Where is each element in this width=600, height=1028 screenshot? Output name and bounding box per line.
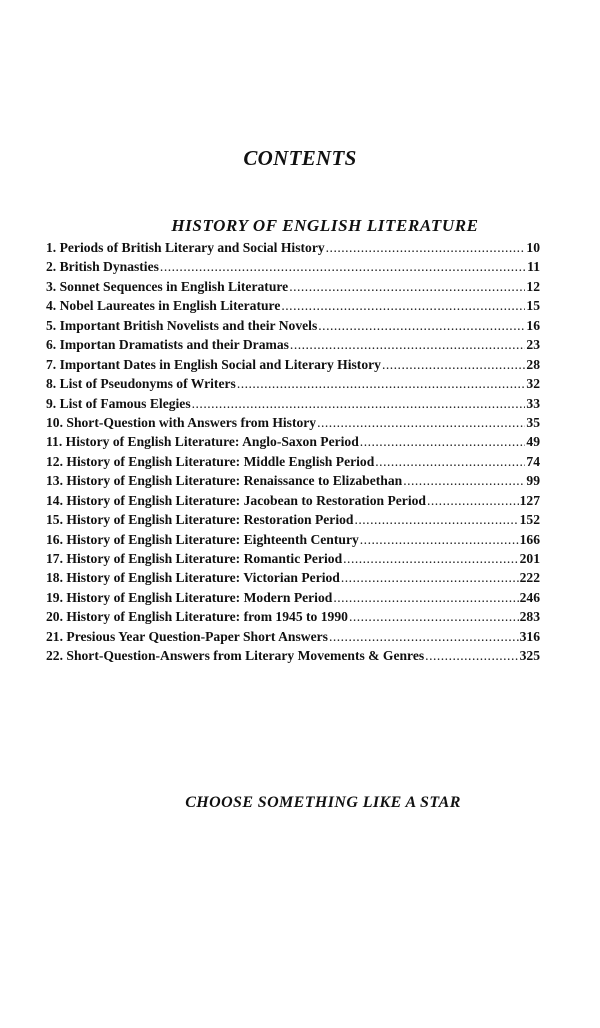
dot-leader <box>281 296 525 315</box>
toc-entry-title: 16. History of English Literature: Eighteenth Century <box>46 531 359 547</box>
toc-entry-11 <box>46 432 540 451</box>
dot-leader <box>290 335 525 354</box>
dot-leader <box>160 257 526 276</box>
toc-entry-page: 152 <box>519 512 540 528</box>
toc-entry-title: 15. History of English Literature: Restoration Period <box>46 512 354 528</box>
dot-leader <box>289 277 525 296</box>
toc-entry-3 <box>46 277 540 296</box>
toc-entry-17 <box>46 549 540 568</box>
section-heading: HISTORY OF ENGLISH LITERATURE <box>171 216 479 235</box>
toc-entry-8 <box>46 374 540 393</box>
toc-entry-page: 316 <box>519 628 540 644</box>
toc-entry-title: 11. History of English Literature: Anglo-Saxon Period <box>46 434 359 450</box>
dot-leader <box>333 588 518 607</box>
dot-leader <box>341 568 519 587</box>
toc-entry-page: 10 <box>526 240 540 255</box>
toc-entry-title: 5. Important British Novelists and their Novels <box>46 317 318 333</box>
toc-entry-22 <box>46 646 540 665</box>
toc-entry-page: 201 <box>519 551 540 566</box>
toc-entry-page: 16 <box>526 317 540 333</box>
toc-entry-12 <box>46 452 540 471</box>
toc-entry-13 <box>46 471 540 490</box>
toc-entry-title: 2. British Dynasties <box>46 259 159 275</box>
toc-entry-page: 127 <box>519 492 540 508</box>
toc-entry-15 <box>46 510 540 529</box>
toc-entry-page: 28 <box>526 356 540 372</box>
toc-entry-page: 33 <box>526 395 540 411</box>
toc-entry-title: 6. Importan Dramatists and their Dramas <box>46 337 289 353</box>
toc-entry-page: 15 <box>526 298 540 314</box>
footer-quote: CHOOSE SOMETHING LIKE A STAR <box>185 794 461 811</box>
toc-entry-9 <box>46 394 540 413</box>
toc-entry-7 <box>46 355 540 374</box>
toc-entry-1 <box>46 238 540 257</box>
toc-entry-page: 246 <box>519 589 540 605</box>
dot-leader <box>425 646 518 665</box>
dot-leader <box>329 627 519 646</box>
dot-leader <box>403 471 525 490</box>
toc-entry-title: 8. List of Pseudonyms of Writers <box>46 376 236 392</box>
toc-entry-page: 49 <box>526 434 540 450</box>
toc-entry-title: 13. History of English Literature: Renaissance to Elizabethan <box>46 473 403 489</box>
dot-leader <box>192 394 526 413</box>
dot-leader <box>354 510 518 529</box>
dot-leader <box>318 316 525 335</box>
toc-entry-page: 222 <box>519 570 540 586</box>
dot-leader <box>349 607 519 626</box>
dot-leader <box>427 491 519 510</box>
dot-leader <box>317 413 525 432</box>
dot-leader <box>382 355 525 374</box>
dot-leader <box>360 432 526 451</box>
toc-entry-title: 10. Short-Question with Answers from History <box>46 414 317 430</box>
toc-entry-21 <box>46 627 540 646</box>
toc-entry-title: 4. Nobel Laureates in English Literature <box>46 298 281 314</box>
toc-entry-16 <box>46 530 540 549</box>
toc-entry-20 <box>46 607 540 626</box>
toc-entry-title: 9. List of Famous Elegies <box>46 395 191 411</box>
toc-entry-14 <box>46 491 540 510</box>
toc-entry-title: 12. History of English Literature: Middle English Period <box>46 453 375 469</box>
page-title: CONTENTS <box>243 146 357 170</box>
toc-entry-title: 19. History of English Literature: Modern Period <box>46 589 333 605</box>
toc-entry-title: 21. Presious Year Question-Paper Short Answers <box>46 628 328 644</box>
toc-entry-title: 1. Periods of British Literary and Social History <box>46 240 325 255</box>
toc-entry-title: 17. History of English Literature: Romantic Period <box>46 551 343 566</box>
toc-entry-5 <box>46 316 540 335</box>
toc-entry-page: 166 <box>519 531 540 547</box>
toc-entry-19 <box>46 588 540 607</box>
toc-entry-page: 99 <box>526 473 540 489</box>
toc-entry-title: 22. Short-Question-Answers from Literary Movements & Genres <box>46 648 425 664</box>
dot-leader <box>343 549 518 568</box>
toc-entry-6 <box>46 335 540 354</box>
table-of-contents <box>46 238 540 666</box>
toc-entry-page: 12 <box>526 278 540 294</box>
toc-entry-page: 11 <box>527 259 540 275</box>
toc-entry-title: 14. History of English Literature: Jacobean to Restoration Period <box>46 492 426 508</box>
toc-entry-title: 7. Important Dates in English Social and Literary History <box>46 356 381 372</box>
dot-leader <box>360 530 519 549</box>
toc-entry-page: 35 <box>526 414 540 430</box>
dot-leader <box>237 374 526 393</box>
toc-entry-title: 20. History of English Literature: from 1945 to 1990 <box>46 609 348 625</box>
toc-entry-page: 74 <box>526 453 540 469</box>
toc-entry-title: 3. Sonnet Sequences in English Literature <box>46 278 289 294</box>
toc-entry-10 <box>46 413 540 432</box>
toc-entry-page: 32 <box>526 376 540 392</box>
toc-entry-title: 18. History of English Literature: Victorian Period <box>46 570 340 586</box>
toc-entry-page: 23 <box>526 337 540 353</box>
toc-entry-2 <box>46 257 540 276</box>
toc-entry-18 <box>46 568 540 587</box>
toc-entry-4 <box>46 296 540 315</box>
dot-leader <box>375 452 525 471</box>
toc-entry-page: 283 <box>519 609 540 625</box>
toc-entry-page: 325 <box>519 648 540 664</box>
dot-leader <box>326 238 526 257</box>
